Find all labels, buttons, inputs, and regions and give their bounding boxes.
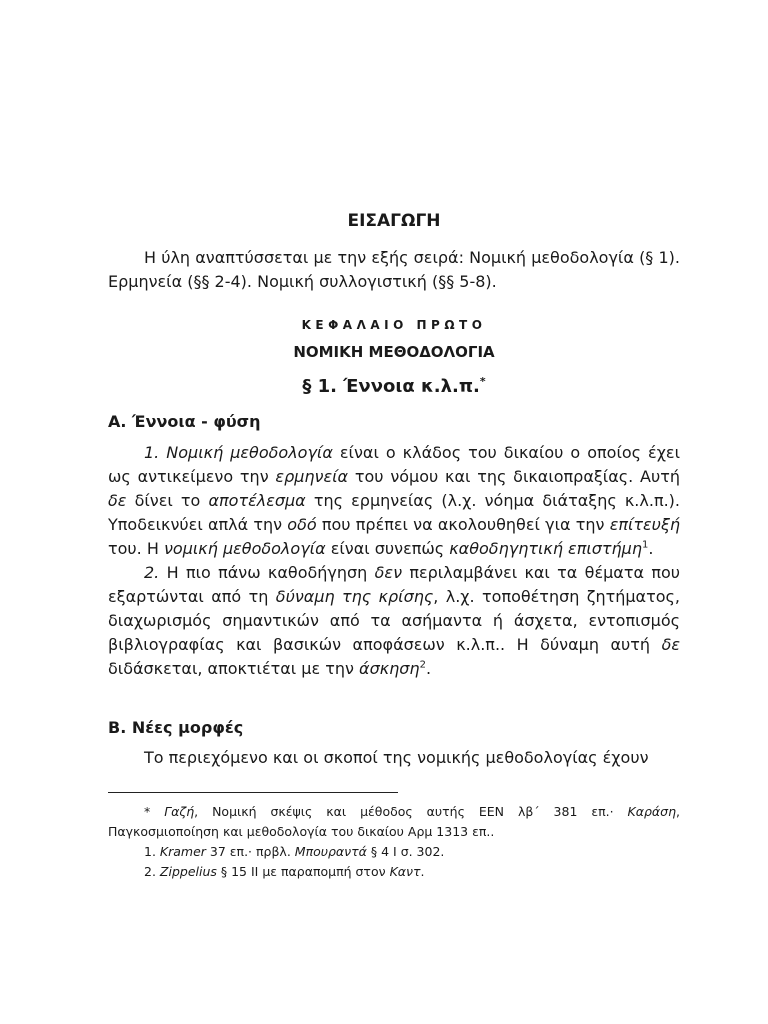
footnote-ref: 2 (419, 659, 426, 671)
body-text: της ερμηνείας (λ.χ. νόημα διάταξης κ.λ.π.). Υποδεικνύει απλά την (108, 491, 680, 534)
author-name: Γαζή (164, 804, 195, 819)
emphasis-text: δε (661, 635, 680, 654)
author-name: Καντ (389, 864, 421, 879)
footnote-mark: * (144, 804, 151, 819)
body-text: . (648, 539, 654, 558)
chapter-title: ΝΟΜΙΚΗ ΜΕΘΟΔΟΛΟΓΙΑ (293, 343, 495, 361)
emphasis-text: δεν (374, 563, 402, 582)
paragraph-2 (108, 561, 680, 681)
page-heading: ΕΙΣΑΓΩΓΗ (347, 211, 441, 231)
emphasis-text: Νομική μεθοδολογία (166, 443, 333, 462)
section-title-text: § 1. Έννοια κ.λ.π. (302, 376, 480, 397)
body-text: που πρέπει να ακολουθηθεί για την (316, 515, 610, 534)
body-text: διδάσκεται, αποκτιέται με την (108, 659, 360, 678)
section-title (108, 376, 680, 397)
section-footnote-marker: * (479, 375, 486, 388)
footnotes (108, 802, 680, 882)
body-text: Η πιο πάνω καθοδήγηση (159, 563, 375, 582)
footnote-text: § 4 Ι σ. 302. (366, 844, 445, 859)
subsection-b-paragraph: Το περιεχόμενο και οι σκοποί της νομικής μεθοδολογίας έχουν (144, 748, 649, 767)
intro-paragraph: Η ύλη αναπτύσσεται με την εξής σειρά: Νομική μεθοδολογία (§ 1). Ερμηνεία (§§ 2-4). Νομική συλλογιστική (§§ 5-8). (108, 248, 680, 291)
emphasis-text: δε (108, 491, 127, 510)
subsection-b-title: Β. Νέες μορφές (108, 718, 244, 737)
author-name: Καράση (627, 804, 677, 819)
paragraph-number: 2. (144, 563, 160, 582)
emphasis-text: δύναμη της κρίσης (275, 587, 434, 606)
emphasis-text: οδό (287, 515, 317, 534)
footnote-number: 2. (144, 864, 156, 879)
author-name: Zippelius (159, 864, 217, 879)
footnote-2 (108, 862, 680, 882)
footnote-text: , Νομική σκέψις και μέθοδος αυτής ΕΕΝ λβ΄ 381 επ.· (194, 804, 628, 819)
emphasis-text: αποτέλεσμα (208, 491, 306, 510)
footnote-text: § 15 ΙΙ με παραπομπή στον (216, 864, 390, 879)
footnote-number: 1. (144, 844, 156, 859)
body-text: περιλαμβάνει και τα θέματα που εξαρτώνται από τη (108, 563, 680, 606)
body-text: , λ.χ. τοποθέτηση ζητήματος, διαχωρισμός σημαντικών από τα ασήμαντα ή άσχετα, εντοπισμός βιβλιογραφίας και βασικών αποφάσεων κ.λ.π.. Η δύναμη αυτή (108, 587, 681, 654)
footnote-text: . (420, 864, 425, 879)
subsection-a-body (108, 441, 680, 681)
footnote-star (108, 802, 680, 842)
footnote-ref: 1 (641, 539, 649, 551)
author-name: Kramer (159, 844, 206, 859)
body-text: του. Η (108, 539, 164, 558)
paragraph-1 (108, 441, 680, 561)
emphasis-text: νομική μεθοδολογία (163, 539, 326, 558)
footnote-text: 37 επ.· πρβλ. (205, 844, 295, 859)
author-name: Μπουραντά (294, 844, 367, 859)
emphasis-text: άσκηση (359, 659, 420, 678)
subsection-a-title: Α. Έννοια - φύση (108, 412, 261, 431)
footnote-1 (108, 842, 680, 862)
body-text: είναι ο κλάδος του δικαίου ο οποίος έχει ως αντικείμενο την (108, 443, 680, 486)
emphasis-text: καθοδηγητική επιστήμη (449, 539, 642, 558)
body-text: . (425, 659, 432, 678)
footnote-text: , Παγκοσμιοποίηση και μεθοδολογία του δικαίου Αρμ 1313 επ.. (108, 804, 680, 839)
emphasis-text: ερμηνεία (275, 467, 349, 486)
body-text: του νόμου και της δικαιοπραξίας. Αυτή (348, 467, 680, 486)
body-text: δίνει το (126, 491, 209, 510)
chapter-label: ΚΕΦΑΛΑΙΟ ΠΡΩΤΟ (301, 318, 487, 332)
paragraph-number: 1. (144, 443, 160, 462)
emphasis-text: επίτευξή (609, 515, 680, 534)
footnote-divider (108, 792, 398, 793)
body-text: είναι συνεπώς (325, 539, 450, 558)
